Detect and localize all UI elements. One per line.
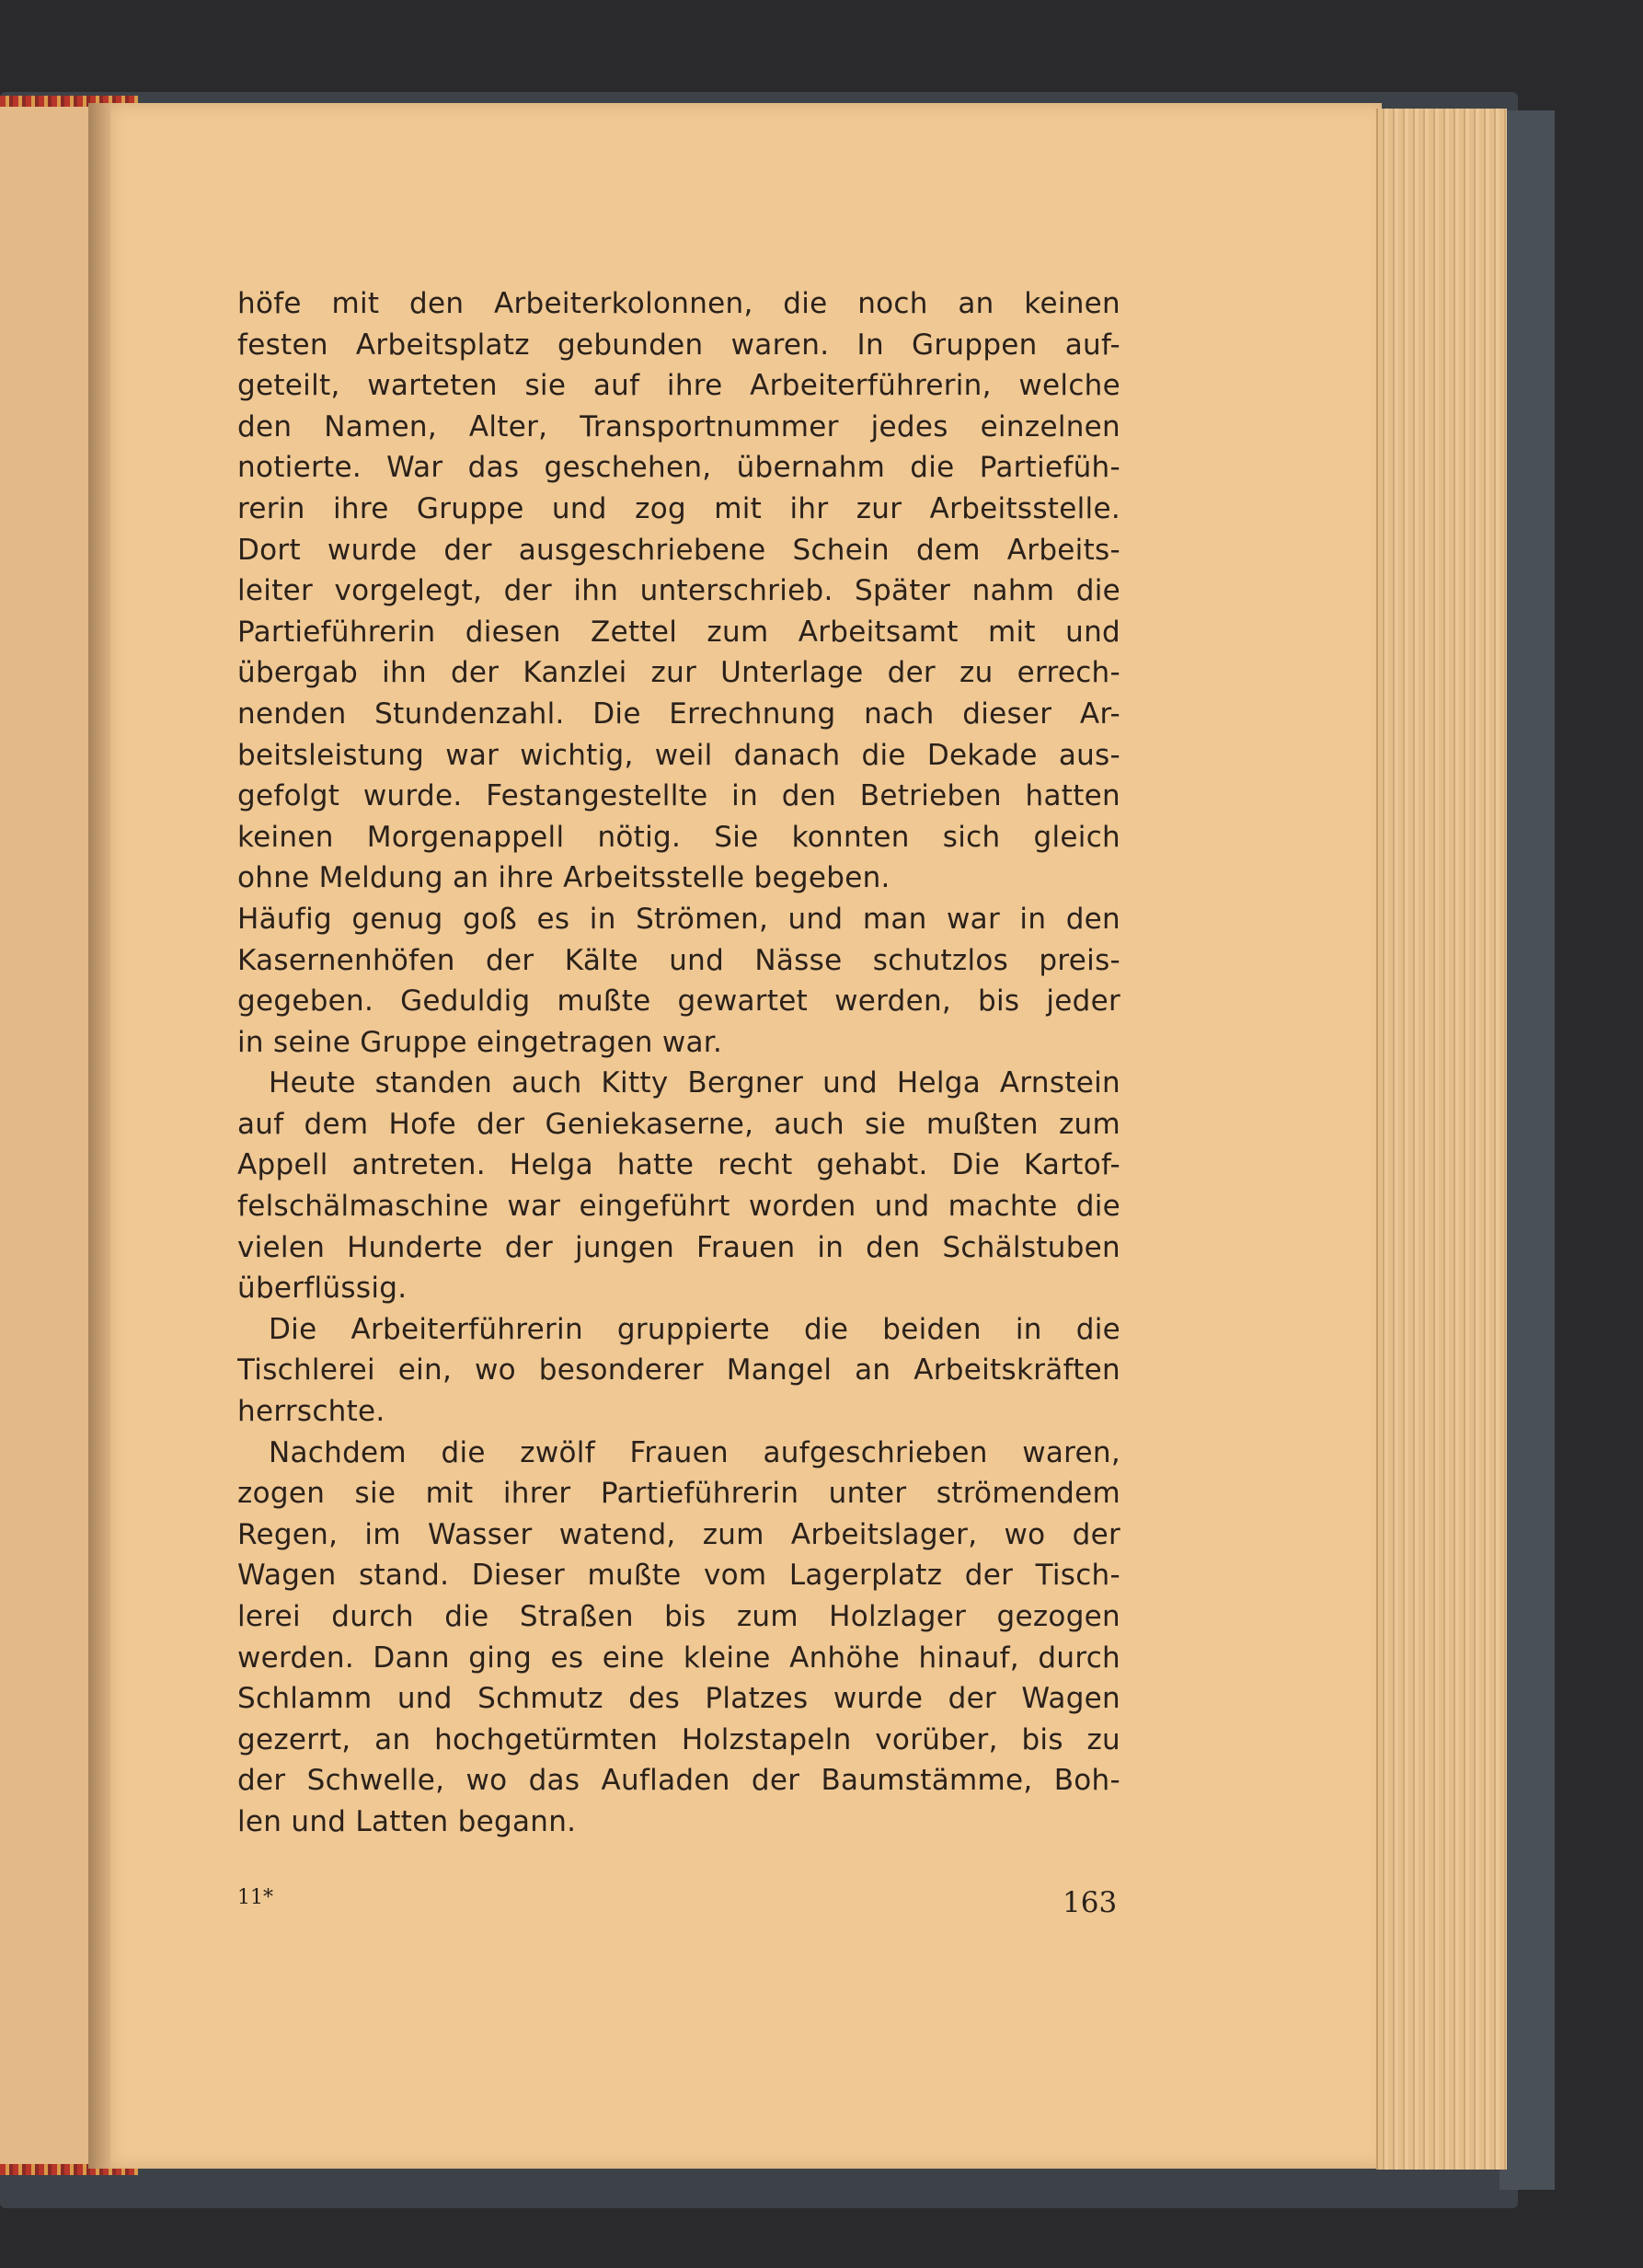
text-line: geteilt, warteten sie auf ihre Arbeiterführerin, welche [237, 369, 1120, 403]
signature-mark: 11* [237, 1886, 273, 1909]
text-line: gegeben. Geduldig mußte gewartet werden, bis jeder [237, 984, 1120, 1019]
left-page-edge [0, 103, 94, 2169]
text-line: höfe mit den Arbeiterkolonnen, die noch an keinen [237, 287, 1120, 320]
text-line: notierte. War das geschehen, übernahm die Partiefüh- [237, 451, 1120, 485]
text-line: leiter vorgelegt, der ihn unterschrieb. Später nahm die [237, 574, 1120, 608]
text-line: len und Latten begann. [237, 1804, 577, 1838]
text-line: zogen sie mit ihrer Partieführerin unter strömendem [237, 1477, 1120, 1511]
text-line: Regen, im Wasser watend, zum Arbeitslager, wo der [237, 1517, 1120, 1551]
cover-edge [1499, 110, 1555, 2190]
text-line: Tischlerei ein, wo besonderer Mangel an Arbeitskräften [237, 1353, 1120, 1387]
text-line: lerei durch die Straßen bis zum Holzlager gezogen [237, 1600, 1120, 1633]
text-line: gezerrt, an hochgetürmten Holzstapeln vorüber, bis zu [237, 1722, 1120, 1756]
text-line: festen Arbeitsplatz gebunden waren. In Gruppen auf- [237, 328, 1120, 362]
text-line: nenden Stundenzahl. Die Errechnung nach dieser Ar- [237, 697, 1120, 731]
text-line: herrschte. [237, 1395, 385, 1429]
text-line: Partieführerin diesen Zettel zum Arbeitsamt mit und [237, 615, 1120, 649]
text-line: Häufig genug goß es in Strömen, und man war in den [237, 902, 1120, 936]
text-line: Dort wurde der ausgeschriebene Schein dem Arbeits- [237, 533, 1120, 567]
body-text [237, 283, 1120, 1843]
gutter [88, 103, 110, 2169]
text-line: werden. Dann ging es eine kleine Anhöhe hinauf, durch [237, 1641, 1120, 1675]
text-line: Appell antreten. Helga hatte recht gehabt. Die Kartof- [237, 1148, 1120, 1182]
text-line: den Namen, Alter, Transportnummer jedes einzelnen [237, 409, 1120, 443]
text-line: rerin ihre Gruppe und zog mit ihr zur Arbeitsstelle. [237, 491, 1120, 525]
page-edges [1376, 109, 1507, 2170]
text-line: ohne Meldung an ihre Arbeitsstelle begeben. [237, 861, 890, 895]
text-line: Heute standen auch Kitty Bergner und Helga Arnstein [269, 1066, 1120, 1100]
text-line: übergab ihn der Kanzlei zur Unterlage der zu errech- [237, 656, 1120, 690]
text-line: der Schwelle, wo das Aufladen der Baumstämme, Boh- [237, 1764, 1120, 1798]
text-line: felschälmaschine war eingeführt worden und machte die [237, 1190, 1120, 1224]
text-line: beitsleistung war wichtig, weil danach die Dekade aus- [237, 738, 1120, 772]
text-line: keinen Morgenappell nötig. Sie konnten sich gleich [237, 820, 1120, 854]
text-line: überflüssig. [237, 1272, 408, 1306]
page-number: 163 [1063, 1886, 1118, 1919]
text-line: Wagen stand. Dieser mußte vom Lagerplatz der Tisch- [237, 1559, 1120, 1593]
text-line: Nachdem die zwölf Frauen aufgeschrieben waren, [269, 1435, 1120, 1469]
text-line: Kasernenhöfen der Kälte und Nässe schutzlos preis- [237, 943, 1120, 977]
text-line: vielen Hunderte der jungen Frauen in den Schälstuben [237, 1230, 1120, 1264]
text-line: auf dem Hofe der Geniekaserne, auch sie mußten zum [237, 1107, 1120, 1141]
text-line: Schlamm und Schmutz des Platzes wurde der Wagen [237, 1682, 1120, 1716]
text-line: gefolgt wurde. Festangestellte in den Betrieben hatten [237, 779, 1120, 813]
text-line: Die Arbeiterführerin gruppierte die beiden in die [269, 1312, 1120, 1346]
text-line: in seine Gruppe eingetragen war. [237, 1025, 723, 1059]
